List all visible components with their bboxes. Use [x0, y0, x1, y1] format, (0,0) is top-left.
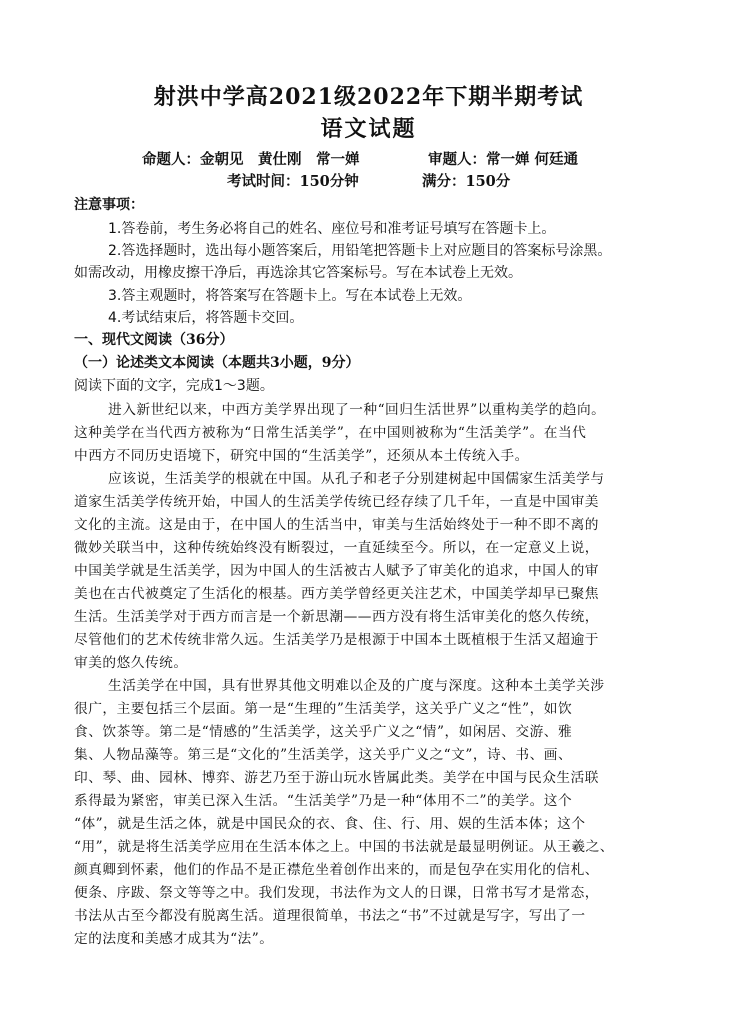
passage-line: “用”，就是将生活美学应用在生活本体之上。中国的书法就是最显明例证。从王羲之、 [74, 839, 614, 855]
passage-line: 生活美学在中国，具有世界其他文明难以企及的广度与深度。这种本土美学关涉 [108, 678, 605, 694]
reading-instruction: 阅读下面的文字，完成1～3题。 [74, 378, 274, 394]
passage-line: 应该说，生活美学的根就在中国。从孔子和老子分别建树起中国儒家生活美学与 [108, 471, 605, 487]
notice-item: 2.答选择题时，选出每小题答案后，用铅笔把答题卡上对应题目的答案标号涂黑。 [108, 243, 612, 259]
passage-line: 颜真卿到怀素，他们的作品不是正襟危坐着创作出来的，而是包孕在实用化的信札、 [74, 862, 599, 878]
notice-item: 如需改动，用橡皮擦干净后，再选涂其它答案标号。写在本试卷上无效。 [74, 265, 522, 281]
passage-line: 中西方不同历史语境下，研究中国的“生活美学”，还须从本土传统入手。 [74, 448, 529, 464]
passage-line: 进入新世纪以来，中西方美学界出现了一种“回归生活世界”以重构美学的趋向。 [108, 402, 606, 418]
passage-line: 定的法度和美感才成其为“法”。 [74, 931, 274, 947]
notice-heading: 注意事项： [74, 197, 144, 213]
passage-line: 这种美学在当代西方被称为“日常生活美学”，在中国则被称为“生活美学”。在当代 [74, 425, 587, 441]
passage-line: “体”，就是生活之体，就是中国民众的衣、食、住、行、用、娱的生活本体；这个 [74, 816, 586, 832]
passage-line: 很广，主要包括三个层面。第一是“生理的”生活美学，这关乎广义之“性”，如饮 [74, 701, 573, 717]
passage-line: 审美的悠久传统。 [74, 655, 188, 671]
passage-line: 道家生活美学传统开始，中国人的生活美学传统已经存续了几千年，一直是中国审美 [74, 494, 599, 510]
exam-subject: 语文试题 [320, 116, 417, 142]
section-heading: 一、现代文阅读（36分） [74, 332, 234, 348]
passage-line: 印、琴、曲、园林、博弈、游艺乃至于游山玩水皆属此类。美学在中国与民众生活联 [74, 770, 599, 786]
passage-line: 便条、序跋、祭文等等之中。我们发现，书法作为文人的日课，日常书写才是常态， [74, 885, 599, 901]
notice-item: 3.答主观题时，将答案写在答题卡上。写在本试卷上无效。 [108, 288, 472, 304]
subsection-heading: （一）论述类文本阅读（本题共3小题，9分） [74, 355, 360, 371]
full-score: 满分：150分 [422, 173, 511, 190]
notice-item: 4.考试结束后，将答题卡交回。 [108, 310, 304, 326]
passage-line: 美也在古代被奠定了生活化的根基。西方美学曾经更关注艺术，中国美学却早已聚焦 [74, 586, 599, 602]
passage-line: 中国美学就是生活美学，因为中国人的生活被古人赋予了审美化的追求，中国人的审 [74, 563, 599, 579]
passage-line: 集、人物品藻等。第三是“文化的”生活美学，这关乎广义之“文”，诗、书、画、 [74, 747, 573, 763]
passage-line: 文化的主流。这是由于，在中国人的生活当中，审美与生活始终处于一种不即不离的 [74, 517, 599, 533]
passage-line: 书法从古至今都没有脱离生活。道理很简单，书法之“书”不过就是写字，写出了一 [74, 908, 586, 924]
exam-title: 射洪中学高2021级2022年下期半期考试 [153, 84, 584, 110]
passage-line: 尽管他们的艺术传统非常久远。生活美学乃是根源于中国本土既植根于生活又超逾于 [74, 632, 599, 648]
notice-item: 1.答卷前，考生务必将自己的姓名、座位号和准考证号填写在答题卡上。 [108, 221, 556, 237]
passage-line: 系得最为紧密，审美已深入生活。“生活美学”乃是一种“体用不二”的美学。这个 [74, 793, 573, 809]
question-authors: 命题人：金朝见 黄仕刚 常一婵 [142, 151, 360, 168]
question-reviewers: 审题人：常一婵 何廷通 [428, 151, 579, 168]
exam-time: 考试时间：150分钟 [227, 173, 359, 190]
passage-line: 微妙关联当中，这种传统始终没有断裂过，一直延续至今。所以，在一定意义上说， [74, 540, 599, 556]
passage-line: 食、饮茶等。第二是“情感的”生活美学，这关乎广义之“情”，如闲居、交游、雅 [74, 724, 573, 740]
passage-line: 生活。生活美学对于西方而言是一个新思潮——西方没有将生活审美化的悠久传统， [74, 609, 599, 625]
